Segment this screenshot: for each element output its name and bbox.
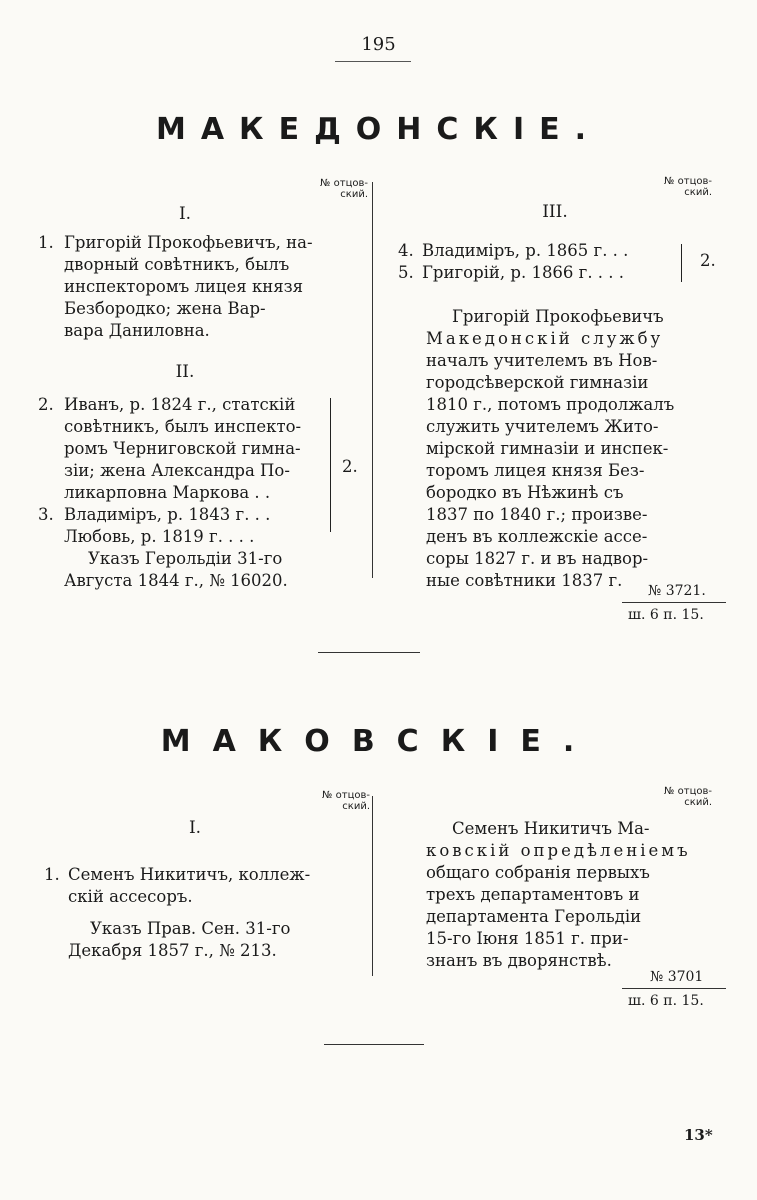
entry-1-line: дворный совѣтникъ, былъ bbox=[64, 255, 290, 274]
entry-2-number: 2. bbox=[38, 395, 54, 414]
entry-1-number: 1. bbox=[38, 233, 54, 252]
bio-line: денъ въ коллежскіе ассе- bbox=[426, 527, 648, 546]
entry-1-line: скій ассесоръ. bbox=[68, 887, 193, 906]
record-rule bbox=[622, 988, 726, 989]
entry-3-number: 3. bbox=[38, 505, 54, 524]
bio-line: ные совѣтники 1837 г. bbox=[426, 571, 623, 590]
ukaz-line: Указъ Герольдіи 31-го bbox=[88, 549, 283, 568]
ukaz-line: Августа 1844 г., № 16020. bbox=[64, 571, 288, 590]
entry-2-ivan bbox=[64, 394, 326, 504]
generation-2-label: II. bbox=[175, 362, 195, 382]
archive-reference: ш. 6 п. 15. bbox=[628, 607, 704, 623]
entry-1-line: Григорій Прокофьевичъ, на- bbox=[64, 233, 313, 252]
bio-line: служить учителемъ Жито- bbox=[426, 417, 659, 436]
bio-line: Григорій Прокофьевичъ bbox=[452, 307, 664, 326]
section-separator bbox=[324, 1044, 424, 1045]
column-header-right: № отцов-ский. bbox=[664, 786, 712, 808]
entry-2-line: ромъ Черниговской гимна- bbox=[64, 439, 301, 458]
signature-mark: 13* bbox=[684, 1126, 713, 1144]
column-divider bbox=[372, 796, 373, 976]
record-rule bbox=[622, 602, 726, 603]
section-title-makovskie: МАКОВСКІЕ. bbox=[160, 724, 597, 759]
bio-line: 1837 по 1840 г.; произве- bbox=[426, 505, 648, 524]
bio-line: трехъ департаментовъ и bbox=[426, 885, 640, 904]
page-number-rule bbox=[335, 61, 411, 62]
bio-line: бородко въ Нѣжинѣ съ bbox=[426, 483, 624, 502]
entry-4-vladimir: Владиміръ, р. 1865 г. . . bbox=[422, 241, 629, 260]
entry-2-line: ликарповна Маркова . . bbox=[64, 483, 271, 502]
bio-line: мірской гимназіи и инспек- bbox=[426, 439, 669, 458]
generation-3-label: III. bbox=[542, 202, 568, 222]
group-bracket-right bbox=[676, 244, 682, 282]
entry-2-line: Иванъ, р. 1824 г., статскій bbox=[64, 395, 296, 414]
group-number-right: 2. bbox=[700, 251, 716, 270]
bio-line: ковскій опредѣленіемъ bbox=[426, 841, 691, 860]
group-number-left: 2. bbox=[342, 457, 358, 476]
entry-1-line: вара Даниловна. bbox=[64, 321, 210, 340]
column-header-right: № отцов-ский. bbox=[664, 176, 712, 198]
generation-1-label: I. bbox=[188, 818, 202, 838]
biography-makedonskiy bbox=[426, 306, 708, 592]
entry-5-grigoriy: Григорій, р. 1866 г. . . . bbox=[422, 263, 625, 282]
entry-1-line: Семенъ Никитичъ, коллеж- bbox=[68, 865, 311, 884]
entry-5-number: 5. bbox=[398, 263, 414, 282]
bio-line: знанъ въ дворянствѣ. bbox=[426, 951, 612, 970]
entry-1-semen bbox=[68, 864, 328, 908]
bio-line: соры 1827 г. и въ надвор- bbox=[426, 549, 649, 568]
section-title-makedonskie: МАКЕДОНСКІЕ. bbox=[155, 112, 601, 147]
bio-line: общаго собранія первыхъ bbox=[426, 863, 650, 882]
bio-line: Семенъ Никитичъ Ма- bbox=[452, 819, 650, 838]
page-number: 195 bbox=[361, 34, 396, 55]
entry-1-grigoriy bbox=[64, 232, 326, 342]
column-header-left: № отцов-ский. bbox=[320, 178, 368, 200]
entry-lyubov: Любовь, р. 1819 г. . . . bbox=[64, 527, 255, 546]
column-header-left: № отцов-ский. bbox=[322, 790, 370, 812]
record-number-3721: № 3721. bbox=[648, 583, 706, 599]
column-divider bbox=[372, 182, 373, 578]
bio-line: началъ учителемъ въ Нов- bbox=[426, 351, 658, 370]
ukaz-line: Декабря 1857 г., № 213. bbox=[68, 941, 277, 960]
ukaz-line: Указъ Прав. Сен. 31-го bbox=[90, 919, 291, 938]
biography-makovskiy bbox=[426, 818, 708, 972]
generation-1-label: I. bbox=[178, 204, 192, 224]
archive-reference: ш. 6 п. 15. bbox=[628, 993, 704, 1009]
entry-2-line: совѣтникъ, былъ инспекто- bbox=[64, 417, 302, 436]
ukaz-left bbox=[64, 548, 326, 592]
record-number-3701: № 3701 bbox=[650, 969, 704, 985]
bio-line: Македонскій службу bbox=[426, 329, 664, 348]
entry-1-line: Безбородко; жена Вар- bbox=[64, 299, 266, 318]
bio-line: департамента Герольдіи bbox=[426, 907, 642, 926]
bio-line: городсѣверской гимназіи bbox=[426, 373, 649, 392]
bio-line: 1810 г., потомъ продолжалъ bbox=[426, 395, 675, 414]
entry-1-number: 1. bbox=[44, 865, 60, 884]
entry-4-number: 4. bbox=[398, 241, 414, 260]
ukaz-left bbox=[68, 918, 328, 962]
group-bracket-left bbox=[324, 398, 331, 532]
entry-2-line: зіи; жена Александра По- bbox=[64, 461, 290, 480]
bio-line: 15-го Іюня 1851 г. при- bbox=[426, 929, 629, 948]
bio-line: торомъ лицея князя Без- bbox=[426, 461, 645, 480]
entry-1-line: инспекторомъ лицея князя bbox=[64, 277, 304, 296]
section-separator bbox=[318, 652, 420, 653]
entry-3-vladimir: Владиміръ, р. 1843 г. . . bbox=[64, 505, 271, 524]
